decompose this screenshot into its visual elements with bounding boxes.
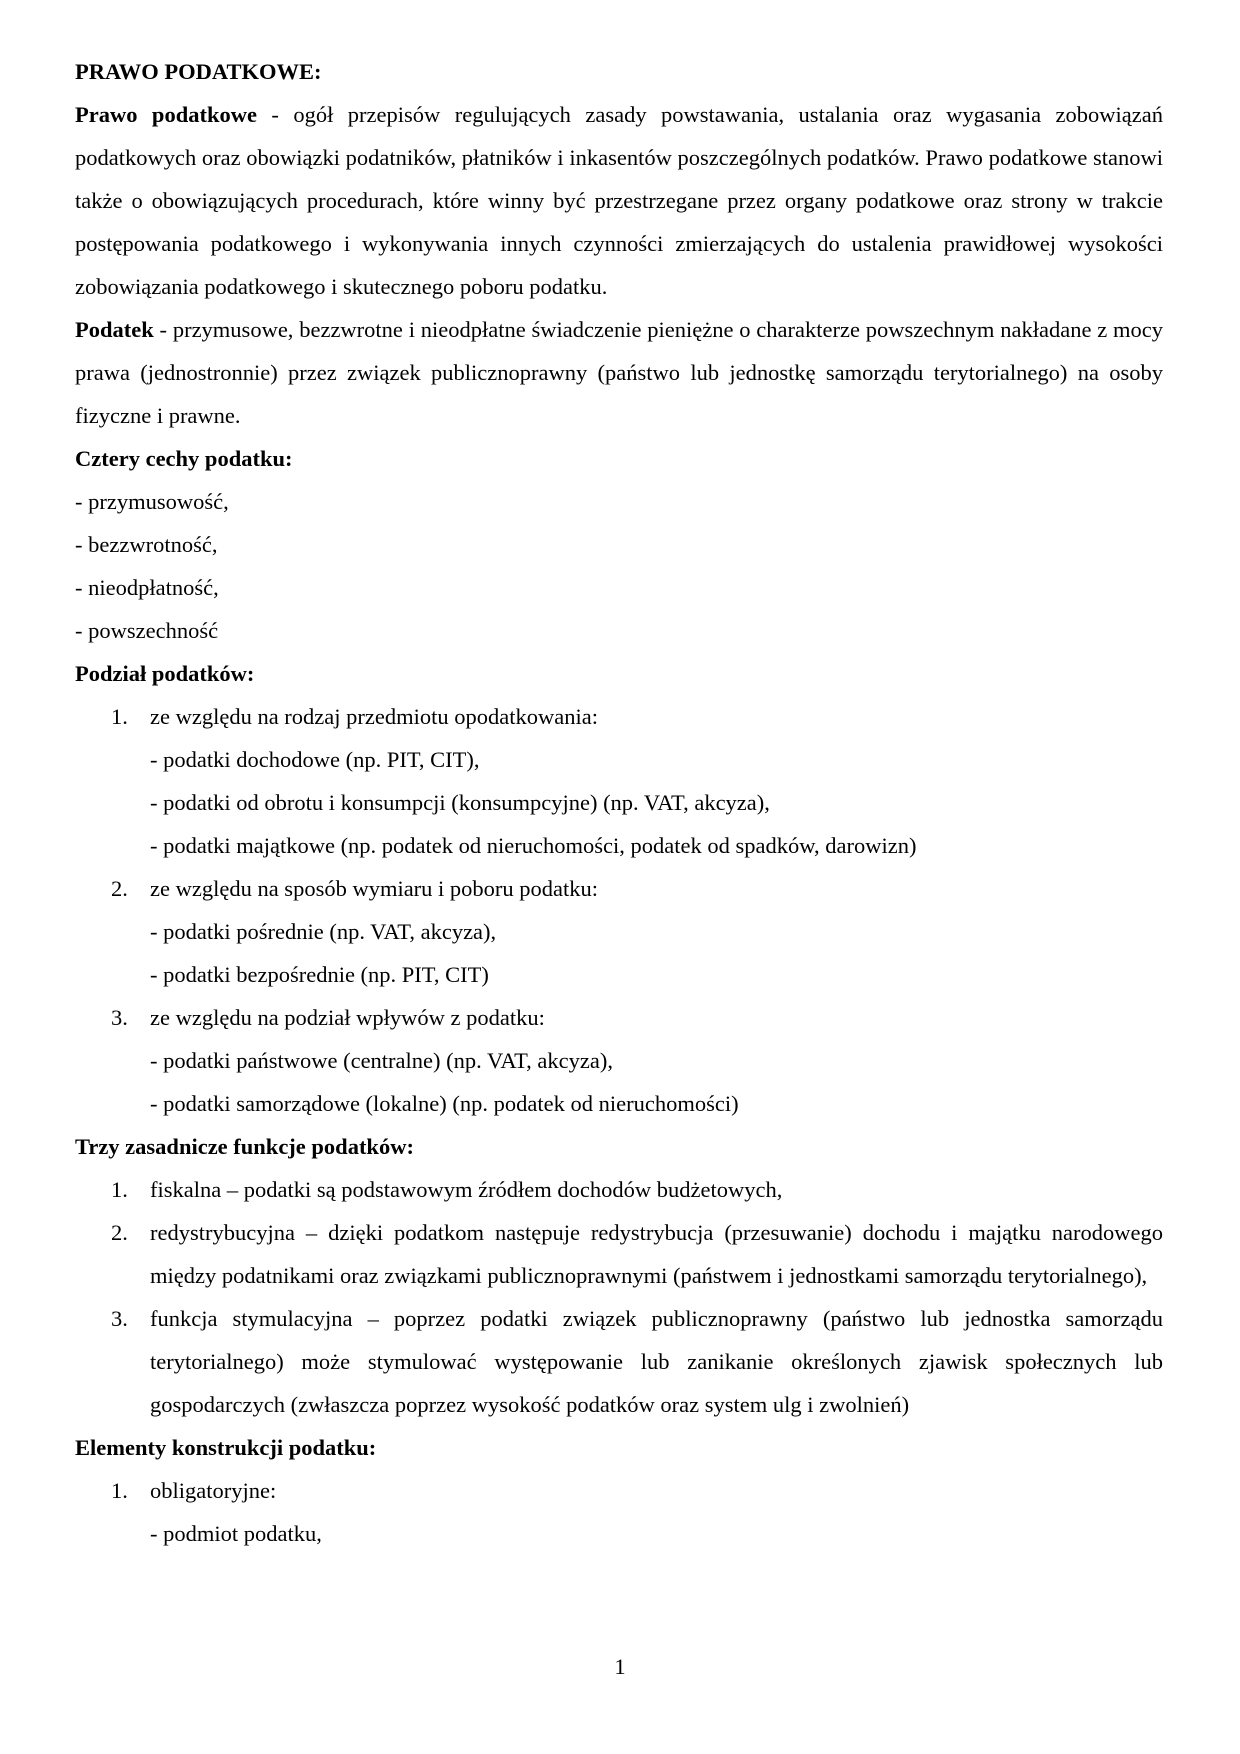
list-number: 3. (111, 1005, 128, 1030)
list-item (75, 1211, 1163, 1297)
list-item (75, 1297, 1163, 1426)
list-number: 2. (111, 876, 128, 901)
sub-item: - podatki od obrotu i konsumpcji (konsumpcyjne) (np. VAT, akcyza), (150, 790, 770, 815)
sub-item: - podatki samorządowe (lokalne) (np. podatek od nieruchomości) (150, 1091, 739, 1116)
list-item (75, 867, 1163, 996)
sub-item: - podatki dochodowe (np. PIT, CIT), (150, 747, 480, 772)
feature-item: - przymusowość, (75, 489, 229, 514)
list-number: 1. (111, 1177, 128, 1202)
sub-item: - podatki bezpośrednie (np. PIT, CIT) (150, 962, 489, 987)
list-item (75, 996, 1163, 1125)
feature-item: - nieodpłatność, (75, 575, 219, 600)
page-number: 1 (614, 1654, 626, 1679)
sub-item: - podatki państwowe (centralne) (np. VAT, akcyza), (150, 1048, 613, 1073)
elements-heading: Elementy konstrukcji podatku: (75, 1435, 377, 1460)
features-heading: Cztery cechy podatku: (75, 446, 293, 471)
list-item-text: fiskalna – podatki są podstawowym źródłem dochodów budżetowych, (150, 1177, 783, 1202)
list-item-text: redystrybucyjna – dzięki podatkom następuje redystrybucja (przesuwanie) dochodu i majątku narodowego między podatnikami oraz związkami publicznoprawnymi (państwem i jednostkami samorządu terytorialnego), (150, 1220, 1163, 1288)
list-item-text: funkcja stymulacyjna – poprzez podatki związek publicznoprawny (państwo lub jednostka samorządu terytorialnego) może stymulować występowanie lub zanikanie określonych zjawisk społecznych lub gospodarczych (zwłaszcza poprzez wysokość podatków oraz system ulg i zwolnień) (150, 1306, 1163, 1417)
definition-tax-law (75, 93, 1163, 308)
functions-list (75, 1168, 1163, 1426)
elements-list (75, 1469, 1163, 1555)
list-number: 3. (111, 1306, 128, 1331)
functions-heading: Trzy zasadnicze funkcje podatków: (75, 1134, 414, 1159)
list-number: 2. (111, 1220, 128, 1245)
division-heading: Podział podatków: (75, 661, 255, 686)
definition-term: Prawo podatkowe (75, 102, 257, 127)
sub-item: - podatki majątkowe (np. podatek od nieruchomości, podatek od spadków, darowizn) (150, 833, 917, 858)
list-item (75, 695, 1163, 867)
division-list (75, 695, 1163, 1125)
sub-item: - podatki pośrednie (np. VAT, akcyza), (150, 919, 497, 944)
list-item-label: obligatoryjne: (150, 1478, 277, 1503)
document-heading: PRAWO PODATKOWE: (75, 59, 322, 84)
list-number: 1. (111, 1478, 128, 1503)
list-item (75, 1469, 1163, 1555)
definition-term: Podatek (75, 317, 154, 342)
definition-text: - ogół przepisów regulujących zasady powstawania, ustalania oraz wygasania zobowiązań podatkowych oraz obowiązki podatników, płatników i inkasentów poszczególnych podatków. Prawo podatkowe stanowi także o obowiązujących procedurach, które winny być przestrzegane przez organy podatkowe oraz strony w trakcie postępowania podatkowego i wykonywania innych czynności zmierzających do ustalenia prawidłowej wysokości zobowiązania podatkowego i skutecznego poboru podatku. (75, 102, 1164, 299)
list-number: 1. (111, 704, 128, 729)
definition-tax (75, 308, 1163, 437)
list-item-label: ze względu na sposób wymiaru i poboru podatku: (150, 876, 599, 901)
definition-text: - przymusowe, bezzwrotne i nieodpłatne świadczenie pieniężne o charakterze powszechnym nakładane z mocy prawa (jednostronnie) przez związek publicznoprawny (państwo lub jednostkę samorządu terytorialnego) na osoby fizyczne i prawne. (75, 317, 1163, 428)
sub-item: - podmiot podatku, (150, 1521, 322, 1546)
feature-item: - powszechność (75, 618, 219, 643)
list-item-label: ze względu na rodzaj przedmiotu opodatkowania: (150, 704, 598, 729)
list-item (75, 1168, 1163, 1211)
feature-item: - bezzwrotność, (75, 532, 218, 557)
document-page (75, 50, 1163, 1555)
list-item-label: ze względu na podział wpływów z podatku: (150, 1005, 545, 1030)
